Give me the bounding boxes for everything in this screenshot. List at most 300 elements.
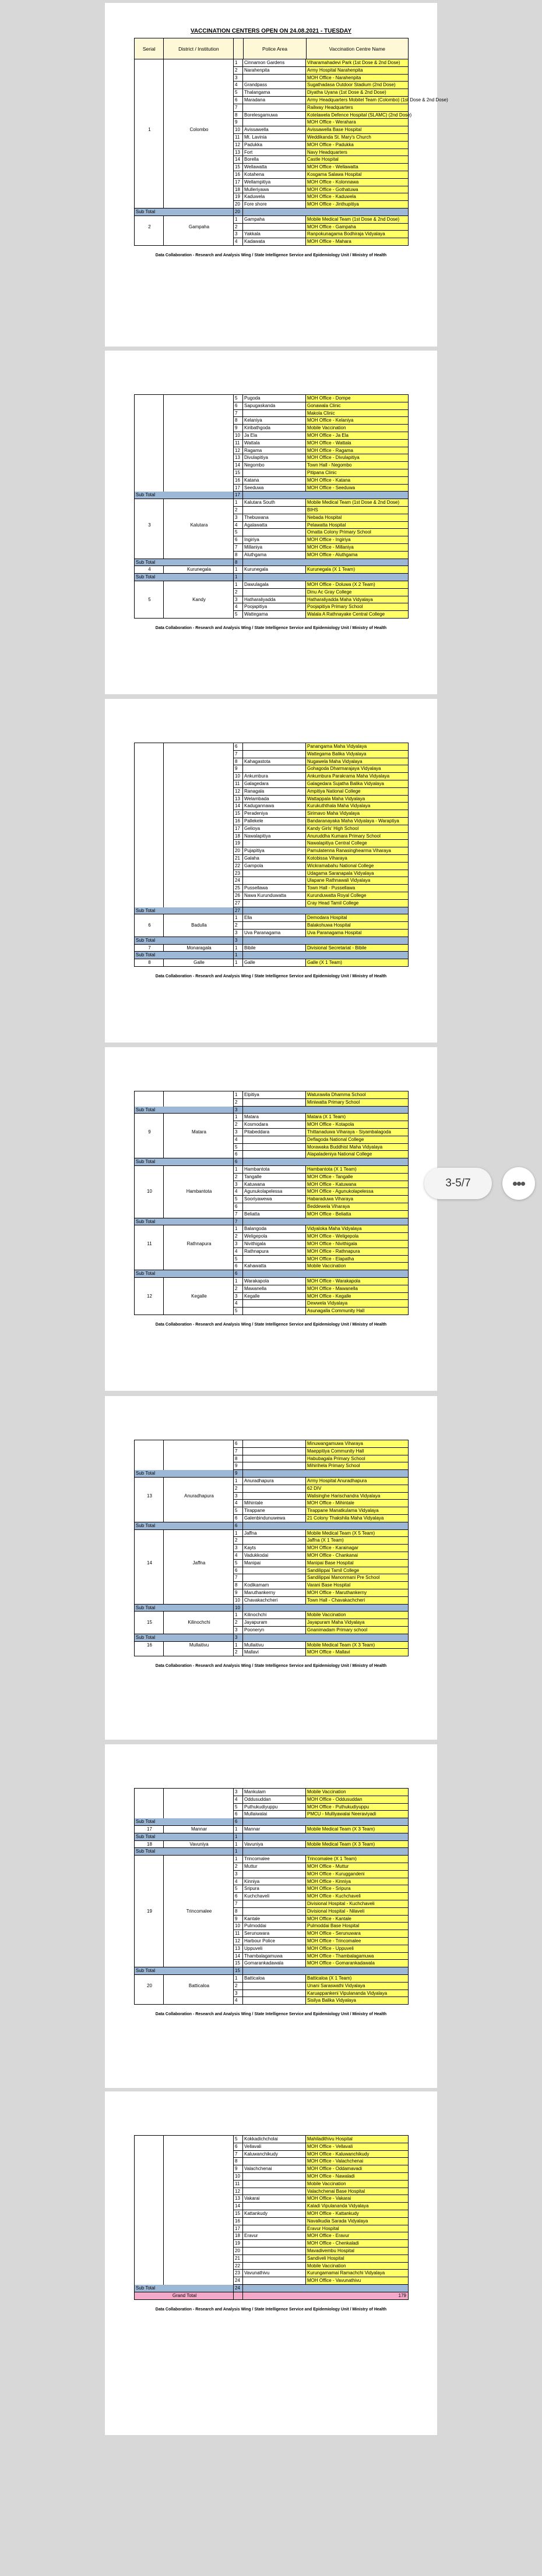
subtotal-count: 10 xyxy=(234,1605,243,1612)
serial-cell xyxy=(135,1485,164,1493)
serial-cell: 11 xyxy=(135,1241,164,1248)
table-row xyxy=(135,2158,409,2165)
centre-name-cell: Mobile Medical Team (X 5 Team) xyxy=(306,1530,409,1538)
row-number: 4 xyxy=(234,238,243,246)
serial-cell xyxy=(135,1121,164,1129)
serial-cell xyxy=(135,2203,164,2210)
district-cell xyxy=(164,112,234,119)
serial-cell xyxy=(135,507,164,514)
serial-cell: 14 xyxy=(135,1560,164,1567)
table-row xyxy=(135,825,409,833)
serial-cell xyxy=(135,2248,164,2255)
row-number: 9 xyxy=(234,1462,243,1470)
police-area-cell xyxy=(243,840,306,847)
subtotal-count: 1 xyxy=(234,1833,243,1841)
police-area-cell: Galenbindunuwewa xyxy=(243,1515,306,1522)
subtotal-row xyxy=(135,1470,409,1478)
row-number: 16 xyxy=(234,2218,243,2225)
serial-cell: 19 xyxy=(135,1908,164,1916)
row-number: 1 xyxy=(234,499,243,507)
district-cell xyxy=(164,1256,234,1263)
centre-name-cell: MOH Office - Vellavali xyxy=(306,2143,409,2151)
district-cell xyxy=(164,1114,234,1121)
table-row xyxy=(135,2218,409,2225)
serial-cell xyxy=(135,1478,164,1485)
document-title: VACCINATION CENTERS OPEN ON 24.08.2021 - TUESDAY xyxy=(191,28,351,34)
row-number: 18 xyxy=(234,2232,243,2240)
police-area-cell: Valachchenai xyxy=(243,2165,306,2173)
centre-name-cell: MOH Office - Kattankudy xyxy=(306,2210,409,2218)
district-cell xyxy=(164,485,234,492)
table-row xyxy=(135,1121,409,1129)
table-row xyxy=(135,1196,409,1203)
empty-cell xyxy=(243,1270,409,1278)
district-cell xyxy=(164,825,234,833)
police-area-cell: Anuradhapura xyxy=(243,1478,306,1485)
district-cell xyxy=(164,1121,234,1129)
serial-cell xyxy=(135,1462,164,1470)
subtotal-label: Sub Total xyxy=(135,1818,234,1826)
table-row xyxy=(135,840,409,847)
subtotal-count: 15 xyxy=(234,1967,243,1975)
centre-name-cell: Ulapane Rathnawali Vidyalaya xyxy=(306,877,409,885)
table-row xyxy=(135,156,409,164)
district-cell xyxy=(164,1515,234,1522)
subtotal-row xyxy=(135,1270,409,1278)
police-area-cell: Pallekele xyxy=(243,818,306,825)
police-area-cell xyxy=(243,2188,306,2196)
district-cell xyxy=(164,89,234,97)
serial-cell xyxy=(135,870,164,878)
centre-name-cell: Army Hospital Narahenpita xyxy=(306,67,409,75)
police-area-cell: Katana xyxy=(243,477,306,485)
centre-name-cell: MOH Office - Mallavi xyxy=(306,1649,409,1656)
district-cell xyxy=(164,1545,234,1552)
table-row xyxy=(135,440,409,447)
police-area-cell: Ingiriya xyxy=(243,536,306,544)
district-cell xyxy=(164,402,234,410)
district-cell xyxy=(164,1863,234,1871)
centre-name-cell: Wattappala Maha Vidyalaya xyxy=(306,796,409,803)
row-number: 4 xyxy=(234,603,243,611)
row-number: 1 xyxy=(234,1642,243,1649)
police-area-cell: Ranagala xyxy=(243,788,306,796)
serial-cell: 17 xyxy=(135,1826,164,1833)
police-area-cell: Grandpass xyxy=(243,82,306,89)
table-row xyxy=(135,1530,409,1538)
serial-cell xyxy=(135,2232,164,2240)
police-area-cell: Galaha xyxy=(243,855,306,863)
table-row xyxy=(135,1863,409,1871)
district-cell xyxy=(164,2203,234,2210)
police-area-cell xyxy=(243,1997,306,2005)
district-cell xyxy=(164,2210,234,2218)
row-number: 6 xyxy=(234,1515,243,1522)
row-number: 6 xyxy=(234,1440,243,1448)
police-area-cell xyxy=(243,589,306,596)
district-cell xyxy=(164,59,234,67)
serial-cell xyxy=(135,2181,164,2188)
centre-name-cell: Udagama Saranapala Vidyalaya xyxy=(306,870,409,878)
police-area-cell xyxy=(243,1983,306,1990)
table-row xyxy=(135,751,409,758)
table-row xyxy=(135,1796,409,1804)
subtotal-row xyxy=(135,1848,409,1856)
district-cell xyxy=(164,1440,234,1448)
row-number: 1 xyxy=(234,1114,243,1121)
serial-cell xyxy=(135,1174,164,1181)
row-number: 18 xyxy=(234,833,243,840)
centre-name-cell: Galle (X 1 Team) xyxy=(306,959,409,967)
table-row xyxy=(135,1811,409,1818)
district-cell: Anuradhapura xyxy=(164,1493,234,1500)
centre-name-cell: Beddewela Viharaya xyxy=(306,1203,409,1211)
table-row xyxy=(135,892,409,900)
centre-name-cell: MOH Office - Ingiriya xyxy=(306,536,409,544)
table-row xyxy=(135,59,409,67)
row-number: 1 xyxy=(234,581,243,589)
row-number: 5 xyxy=(234,1885,243,1893)
police-area-cell: Manipai xyxy=(243,1560,306,1567)
police-area-cell: Kodikamam xyxy=(243,1582,306,1589)
police-area-cell: Seeduwa xyxy=(243,485,306,492)
police-area-cell: Thebuwana xyxy=(243,514,306,522)
row-number: 15 xyxy=(234,164,243,171)
serial-cell xyxy=(135,2210,164,2218)
table-row xyxy=(135,2210,409,2218)
police-area-cell xyxy=(243,1099,306,1107)
district-cell xyxy=(164,1589,234,1597)
centre-name-cell: Sandiveli Hospital xyxy=(306,2255,409,2263)
serial-cell xyxy=(135,780,164,788)
serial-cell xyxy=(135,2151,164,2158)
police-area-cell xyxy=(243,2181,306,2188)
row-number: 9 xyxy=(234,1916,243,1923)
row-number: 2 xyxy=(234,1863,243,1871)
serial-cell xyxy=(135,2225,164,2233)
district-cell xyxy=(164,1960,234,1967)
serial-cell xyxy=(135,1975,164,1983)
serial-cell xyxy=(135,1263,164,1270)
district-cell xyxy=(164,171,234,179)
police-area-cell: Trincomalee xyxy=(243,1856,306,1863)
centre-name-cell: Sugathadasa Outdoor Stadium (2nd Dose) xyxy=(306,82,409,89)
centers-table xyxy=(134,1440,409,1656)
row-number: 2 xyxy=(234,1619,243,1627)
centre-name-cell: 62 DIV xyxy=(306,1485,409,1493)
row-number: 3 xyxy=(234,75,243,82)
police-area-cell: Nawa Kurunduwatta xyxy=(243,892,306,900)
serial-cell xyxy=(135,529,164,536)
centers-table xyxy=(134,743,409,967)
document-page xyxy=(105,699,437,1043)
serial-cell xyxy=(135,1285,164,1293)
table-row xyxy=(135,201,409,209)
police-area-cell: Vellavali xyxy=(243,2143,306,2151)
serial-cell xyxy=(135,179,164,186)
table-row xyxy=(135,1515,409,1522)
vertical-ellipsis-icon[interactable] xyxy=(502,1167,535,1200)
serial-cell xyxy=(135,1151,164,1158)
row-number: 2 xyxy=(234,1649,243,1656)
police-area-cell xyxy=(243,2240,306,2248)
centre-name-cell: MOH Office - Nivithigala xyxy=(306,1241,409,1248)
serial-cell xyxy=(135,758,164,766)
centre-name-cell: Dewwela Vidyalaya xyxy=(306,1300,409,1308)
police-area-cell xyxy=(243,1144,306,1151)
police-area-cell: Thalangama xyxy=(243,89,306,97)
police-area-cell xyxy=(243,1203,306,1211)
subtotal-count: 1 xyxy=(234,1848,243,1856)
police-area-cell: Kahagastota xyxy=(243,758,306,766)
police-area-cell: Hambantota xyxy=(243,1166,306,1174)
serial-cell xyxy=(135,1804,164,1811)
police-area-cell xyxy=(243,1448,306,1455)
centre-name-cell: Manipai Base Hospital xyxy=(306,1560,409,1567)
table-row xyxy=(135,2270,409,2277)
table-row xyxy=(135,193,409,201)
row-number: 3 xyxy=(234,1181,243,1189)
police-area-cell: Kuchchaveli xyxy=(243,1893,306,1900)
table-row xyxy=(135,1181,409,1189)
police-area-cell: Nivithigala xyxy=(243,1241,306,1248)
centre-name-cell: MOH Office - Mahara xyxy=(306,238,409,246)
table-row xyxy=(135,477,409,485)
police-area-cell xyxy=(243,1308,306,1315)
serial-cell xyxy=(135,149,164,157)
centre-name-cell: Tirappane Manatkulama Vidyalaya xyxy=(306,1507,409,1515)
centre-name-cell: MOH Office - Kegalle xyxy=(306,1293,409,1301)
row-number: 17 xyxy=(234,2225,243,2233)
row-number: 3 xyxy=(234,231,243,238)
row-number: 4 xyxy=(234,522,243,529)
district-cell xyxy=(164,863,234,870)
centre-name-cell: Cray Head Tamil College xyxy=(306,900,409,907)
row-number: 9 xyxy=(234,765,243,773)
empty-cell xyxy=(243,1848,409,1856)
police-area-cell xyxy=(243,765,306,773)
district-cell xyxy=(164,1144,234,1151)
district-cell xyxy=(164,611,234,619)
page-footer: Data Collaboration - Research and Analysis Wing / State Intelligence Service and Epidemiology Unit / Ministry of Health xyxy=(155,2307,387,2312)
centre-name-cell: Kurungamamai Ramachchi Vidyalaya xyxy=(306,2270,409,2277)
centre-name-cell: Asunagalla Community Hall xyxy=(306,1308,409,1315)
serial-cell xyxy=(135,238,164,246)
table-row xyxy=(135,930,409,937)
table-row xyxy=(135,514,409,522)
district-cell xyxy=(164,1990,234,1998)
centre-name-cell: Batticaloa (X 1 Team) xyxy=(306,1975,409,1983)
serial-cell xyxy=(135,1300,164,1308)
centre-name-cell: MOH Office - Chenkaladi xyxy=(306,2240,409,2248)
row-number: 1 xyxy=(234,1826,243,1833)
row-number: 21 xyxy=(234,855,243,863)
table-row xyxy=(135,499,409,507)
serial-cell: 5 xyxy=(135,596,164,604)
serial-cell xyxy=(135,611,164,619)
centre-name-cell: Navalkudia Sarada Vidyalaya xyxy=(306,2218,409,2225)
centre-name-cell: Vidyaloka Maha Vidyalaya xyxy=(306,1225,409,1233)
serial-cell xyxy=(135,1871,164,1878)
table-row xyxy=(135,395,409,402)
table-row xyxy=(135,1129,409,1136)
empty-cell xyxy=(243,1107,409,1114)
police-area-cell: Kurunegala xyxy=(243,566,306,574)
police-area-cell xyxy=(243,2158,306,2165)
row-number: 19 xyxy=(234,840,243,847)
serial-cell xyxy=(135,1923,164,1930)
table-row xyxy=(135,82,409,89)
row-number: 24 xyxy=(234,2277,243,2285)
row-number: 1 xyxy=(234,1856,243,1863)
serial-cell xyxy=(135,75,164,82)
serial-cell xyxy=(135,1649,164,1656)
serial-cell xyxy=(135,1233,164,1241)
row-number: 4 xyxy=(234,1878,243,1886)
centre-name-cell: MOH Office - Werahara xyxy=(306,119,409,126)
police-area-cell: Matara xyxy=(243,1114,306,1121)
serial-cell xyxy=(135,1196,164,1203)
police-area-cell: Aluthgama xyxy=(243,552,306,559)
table-row xyxy=(135,552,409,559)
district-cell xyxy=(164,97,234,104)
district-cell: Trincomalee xyxy=(164,1908,234,1916)
subtotal-label: Sub Total xyxy=(135,559,234,567)
serial-cell xyxy=(135,410,164,418)
centre-name-cell: MOH Office - Gomarankadawala xyxy=(306,1960,409,1967)
table-row xyxy=(135,1507,409,1515)
row-number: 13 xyxy=(234,1945,243,1953)
table-row xyxy=(135,1462,409,1470)
table-row xyxy=(135,743,409,751)
serial-cell xyxy=(135,499,164,507)
centre-name-cell: Walala A Rathnayake Central College xyxy=(306,611,409,619)
centre-name-cell: Pelawatta Hospital xyxy=(306,522,409,529)
district-cell xyxy=(164,2240,234,2248)
district-cell: Kurunegala xyxy=(164,566,234,574)
table-row xyxy=(135,2225,409,2233)
centre-name-cell: Mobile Medical Team (1st Dose & 2nd Dose) xyxy=(306,499,409,507)
page-footer: Data Collaboration - Research and Analysis Wing / State Intelligence Service and Epidemiology Unit / Ministry of Health xyxy=(155,974,387,978)
table-row xyxy=(135,1166,409,1174)
table-header xyxy=(135,38,409,59)
serial-cell xyxy=(135,1537,164,1545)
district-cell: Galle xyxy=(164,959,234,967)
serial-cell xyxy=(135,743,164,751)
centre-name-cell: Karuappankeni Vipulananda Vidyalaya xyxy=(306,1990,409,1998)
centre-name-cell: MOH Office - Karainagar xyxy=(306,1545,409,1552)
serial-cell: 16 xyxy=(135,1642,164,1649)
district-cell xyxy=(164,855,234,863)
police-area-cell xyxy=(243,1462,306,1470)
row-number: 11 xyxy=(234,2181,243,2188)
subtotal-count: 6 xyxy=(234,1522,243,1530)
centre-name-cell: Town Hall - Pussellawa xyxy=(306,885,409,892)
police-area-cell: Oddusuddan xyxy=(243,1796,306,1804)
empty-cell xyxy=(243,574,409,581)
table-row xyxy=(135,788,409,796)
district-cell: Gampaha xyxy=(164,224,234,231)
serial-cell xyxy=(135,201,164,209)
subtotal-count: 27 xyxy=(234,907,243,915)
police-area-cell: Vavuniya xyxy=(243,1841,306,1849)
table-row xyxy=(135,1953,409,1960)
serial-cell xyxy=(135,1589,164,1597)
table-row xyxy=(135,581,409,589)
table-row xyxy=(135,1841,409,1849)
police-area-cell: Sripura xyxy=(243,1885,306,1893)
table-row xyxy=(135,1642,409,1649)
serial-cell xyxy=(135,1856,164,1863)
police-area-cell xyxy=(243,900,306,907)
serial-cell xyxy=(135,395,164,402)
row-number: 9 xyxy=(234,1589,243,1597)
table-row xyxy=(135,1448,409,1455)
centre-name-cell: Miniwatta Primary School xyxy=(306,1099,409,1107)
serial-cell xyxy=(135,1878,164,1886)
district-cell xyxy=(164,2255,234,2263)
centers-table xyxy=(134,2135,409,2300)
row-number: 10 xyxy=(234,773,243,780)
document-page xyxy=(105,1744,437,2088)
row-number: 1 xyxy=(234,959,243,967)
serial-cell xyxy=(135,1953,164,1960)
district-cell xyxy=(164,67,234,75)
table-row xyxy=(135,1545,409,1552)
police-area-cell xyxy=(243,1871,306,1878)
centre-name-cell: Habaraduwa Viharaya xyxy=(306,1196,409,1203)
serial-cell xyxy=(135,67,164,75)
serial-cell xyxy=(135,1997,164,2005)
centre-name-cell: Mobile Vaccination xyxy=(306,1263,409,1270)
serial-cell xyxy=(135,59,164,67)
subtotal-count: 7 xyxy=(234,1218,243,1226)
centre-name-cell: MOH Office - Kuruggandeni xyxy=(306,1871,409,1878)
district-cell xyxy=(164,417,234,425)
district-cell xyxy=(164,847,234,855)
subtotal-count: 6 xyxy=(234,1818,243,1826)
serial-cell xyxy=(135,2270,164,2277)
district-cell xyxy=(164,1574,234,1582)
row-number: 18 xyxy=(234,186,243,194)
district-cell xyxy=(164,1612,234,1619)
district-cell xyxy=(164,1448,234,1455)
centre-name-cell: Mahiladithivu Hospital xyxy=(306,2136,409,2143)
district-cell xyxy=(164,1945,234,1953)
district-cell xyxy=(164,119,234,126)
district-cell xyxy=(164,462,234,469)
grand-total-count xyxy=(234,2292,243,2300)
table-row xyxy=(135,773,409,780)
row-number: 3 xyxy=(234,1241,243,1248)
serial-cell: 8 xyxy=(135,959,164,967)
row-number: 4 xyxy=(234,1248,243,1256)
table-row xyxy=(135,2151,409,2158)
page-footer: Data Collaboration - Research and Analysis Wing / State Intelligence Service and Epidemiology Unit / Ministry of Health xyxy=(155,2012,387,2017)
district-cell xyxy=(164,134,234,142)
row-number: 11 xyxy=(234,1930,243,1938)
serial-cell xyxy=(135,1885,164,1893)
centre-name-cell: Minuwangamuwa Viharaya xyxy=(306,1440,409,1448)
table-row xyxy=(135,186,409,194)
centre-name-cell: Nebada Hospital xyxy=(306,514,409,522)
subtotal-label: Sub Total xyxy=(135,1605,234,1612)
centre-name-cell: Pulmoddai Base Hospital xyxy=(306,1923,409,1930)
table-row xyxy=(135,507,409,514)
centre-name-cell: Demodara Hospital xyxy=(306,914,409,922)
police-area-cell: Cinnamon Gardens xyxy=(243,59,306,67)
centre-name-cell: Maeppitiya Community Hall xyxy=(306,1448,409,1455)
